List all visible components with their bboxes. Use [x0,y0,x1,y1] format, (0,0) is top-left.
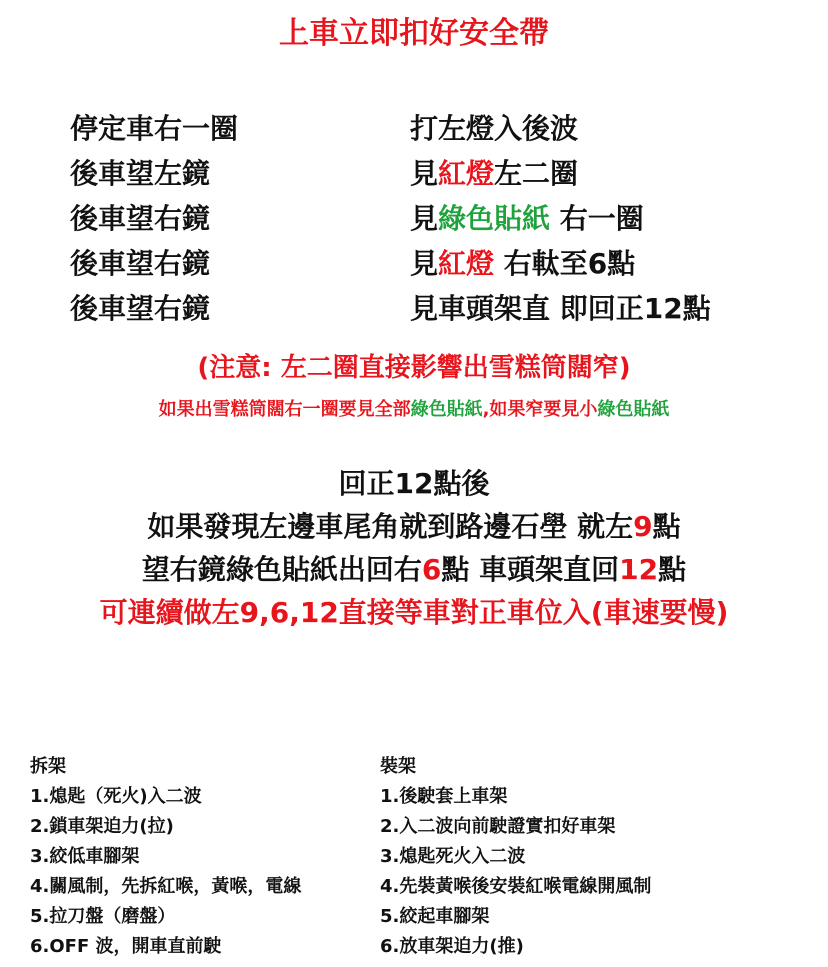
green-sticker-text: 綠色貼紙 [438,202,551,235]
step-text: 見 [410,157,439,190]
step-text: 打左燈入後波 [410,112,579,145]
list-item: 4.先裝黃喉後安裝紅喉電線開風制 [380,876,652,897]
left-step: 後車望左鏡 [70,157,211,190]
green-sticker-text: 綠色貼紙 [597,399,670,420]
note-text: 如果出雪糕筒闊右一圈要見全部 [158,399,411,420]
list-heading: 裝架 [380,756,416,777]
list-item: 6.OFF 波，開車直前駛 [30,936,222,957]
right-steps [410,106,711,331]
red-light-text: 紅燈 [438,247,495,280]
list-item: 6.放車架迫力(推) [380,936,524,957]
list-item: 2.鎖車架迫力(拉) [30,816,174,837]
list-item: 5.絞起車腳架 [380,906,490,927]
step-text: 右一圈 [550,202,644,235]
instruction-line [0,505,828,548]
left-step: 後車望右鏡 [70,247,211,280]
right-step [410,151,711,196]
right-step [410,241,711,286]
clock-number: 9 [633,510,653,543]
step-text: 見 [410,247,439,280]
step-text: 左二圈 [494,157,579,190]
dismount-list [30,752,301,962]
sticker-note [0,395,828,425]
note-text: ,如果窄要見小 [482,399,598,420]
list-item: 3.絞低車腳架 [30,846,140,867]
clock-number: 12 [619,553,659,586]
left-step: 停定車右一圈 [70,112,239,145]
left-steps [70,106,238,331]
green-sticker-text: 綠色貼紙 [410,399,483,420]
list-item: 2.入二波向前駛證實扣好車架 [380,816,616,837]
list-item: 1.後駛套上車架 [380,786,508,807]
step-text: 見車頭架直 即回正12點 [410,292,711,325]
instruction-line: 可連續做左9,6,12直接等車對正車位入(車速要慢) [99,596,729,629]
right-step [410,286,711,331]
list-item: 5.拉刀盤（磨盤） [30,906,176,927]
warning-note: (注意: 左二圈直接影響出雪糕筒闊窄) [197,353,631,383]
clock-number: 6 [421,553,442,586]
instruction-text: 點 [658,553,687,586]
list-item: 1.熄匙（死火)入二波 [30,786,202,807]
page-title: 上車立即扣好安全帶 [279,16,549,51]
instruction-text: 如果發現左邊車尾角就到路邊石壆 就左 [147,510,634,543]
instruction-text: 點 [652,510,681,543]
right-step [410,106,711,151]
instruction-text: 望右鏡綠色貼紙出回右 [141,553,422,586]
instruction-text: 點 車頭架直回 [441,553,620,586]
list-heading: 拆架 [30,756,66,777]
step-text: 右軚至6點 [494,247,636,280]
left-step: 後車望右鏡 [70,292,211,325]
left-step: 後車望右鏡 [70,202,211,235]
instruction-line: 回正12點後 [338,467,490,500]
mount-list [380,752,651,962]
right-step [410,196,711,241]
list-item: 3.熄匙死火入二波 [380,846,526,867]
red-light-text: 紅燈 [438,157,495,190]
list-item: 4.關風制，先拆紅喉，黃喉，電線 [30,876,302,897]
instruction-line [0,548,828,591]
recentre-instructions [0,462,828,634]
step-text: 見 [410,202,439,235]
